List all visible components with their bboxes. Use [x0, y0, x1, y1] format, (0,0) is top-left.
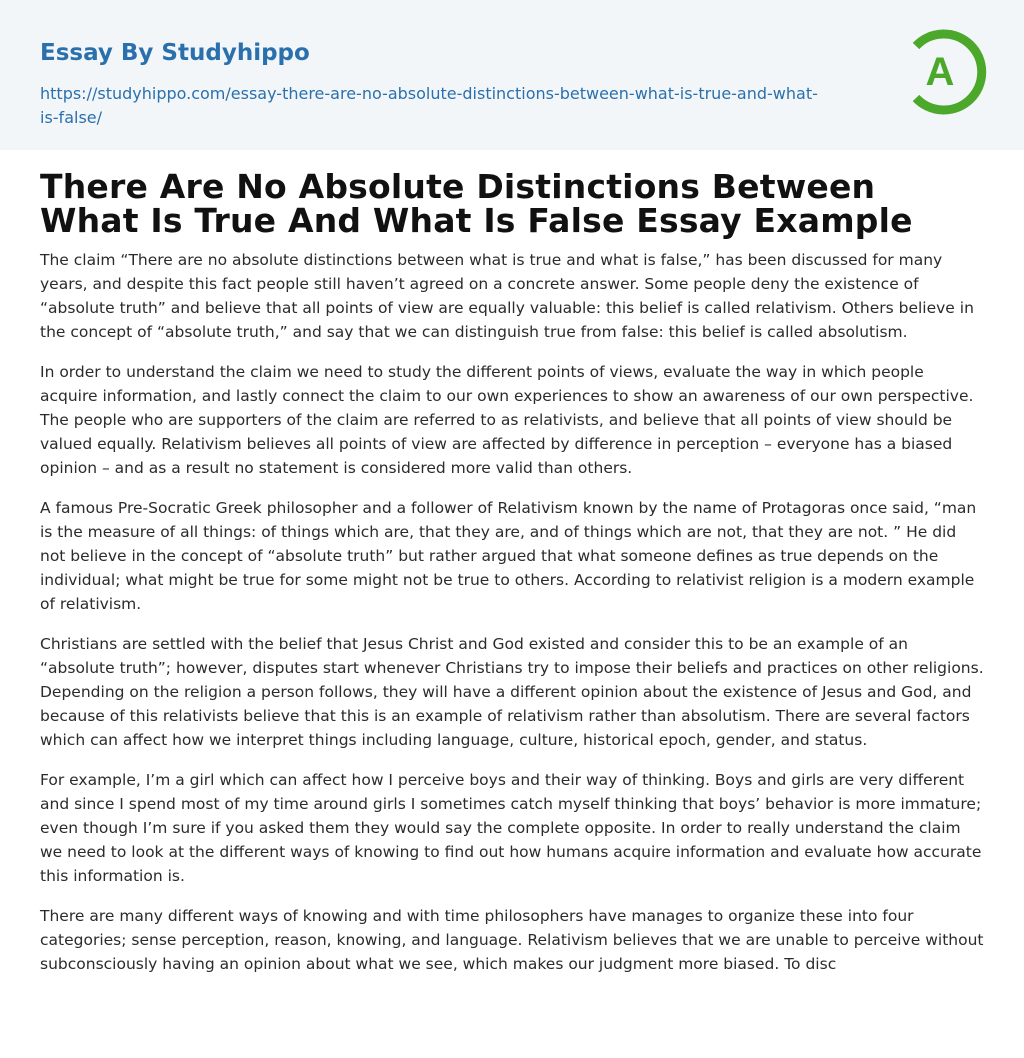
site-header	[0, 0, 1024, 150]
article-title: There Are No Absolute Distinctions Between What Is True And What Is False Essay Example	[40, 167, 913, 240]
article-paragraph-5: For example, I’m a girl which can affect how I perceive boys and their way of thinking. Boys and girls are very different and since I spend most of my time around girls I sometimes catch myself thinking that boys’ behavior is more immature; even though I’m sure if you asked them they would say the complete opposite. In order to really understand the claim we need to look at the different ways of knowing to find out how humans acquire information and evaluate how accurate this information is.	[40, 771, 982, 885]
article-paragraph-6: There are many different ways of knowing and with time philosophers have manages to organize these into four categories; sense perception, reason, knowing, and language. Relativism believes that we are unable to perceive without subconsciously having an opinion about what we see, which makes our judgment more biased. To disc	[40, 907, 984, 973]
article-url-link[interactable]: https://studyhippo.com/essay-there-are-no-absolute-distinctions-between-what-is-true-and-what-is-false/	[40, 84, 818, 127]
logo-icon	[908, 28, 988, 116]
studyhippo-logo[interactable]	[908, 28, 988, 116]
article-paragraph-4: Christians are settled with the belief that Jesus Christ and God existed and consider this to be an example of an “absolute truth”; however, disputes start whenever Christians try to impose their beliefs and practices on other religions. Depending on the religion a person follows, they will have a different opinion about the existence of Jesus and God, and because of this relativists believe that this is an example of relativism rather than absolutism. There are several factors which can affect how we interpret things including language, culture, historical epoch, gender, and status.	[40, 635, 984, 749]
article-paragraph-2: In order to understand the claim we need to study the different points of views, evaluate the way in which people acquire information, and lastly connect the claim to our own experiences to show an awareness of our own perspective. The people who are supporters of the claim are referred to as relativists, and believe that all points of view should be valued equally. Relativism believes all points of view are affected by difference in perception – everyone has a biased opinion – and as a result no statement is considered more valid than others.	[40, 363, 974, 477]
article-paragraph-3: A famous Pre-Socratic Greek philosopher and a follower of Relativism known by the name of Protagoras once said, “man is the measure of all things: of things which are, that they are, and of things which are not, that they are not. ” He did not believe in the concept of “absolute truth” but rather argued that what someone defines as true depends on the individual; what might be true for some might not be true to others. According to relativist religion is a modern example of relativism.	[40, 499, 977, 613]
site-title[interactable]: Essay By Studyhippo	[40, 40, 310, 66]
logo-letter: A	[925, 50, 955, 94]
article-paragraph-1: The claim “There are no absolute distinctions between what is true and what is false,” has been discussed for many years, and despite this fact people still haven’t agreed on a concrete answer. Some people deny the existence of “absolute truth” and believe that all points of view are equally valuable: this belief is called relativism. Others believe in the concept of “absolute truth,” and say that we can distinguish true from false: this belief is called absolutism.	[40, 251, 974, 341]
article	[0, 150, 1024, 976]
